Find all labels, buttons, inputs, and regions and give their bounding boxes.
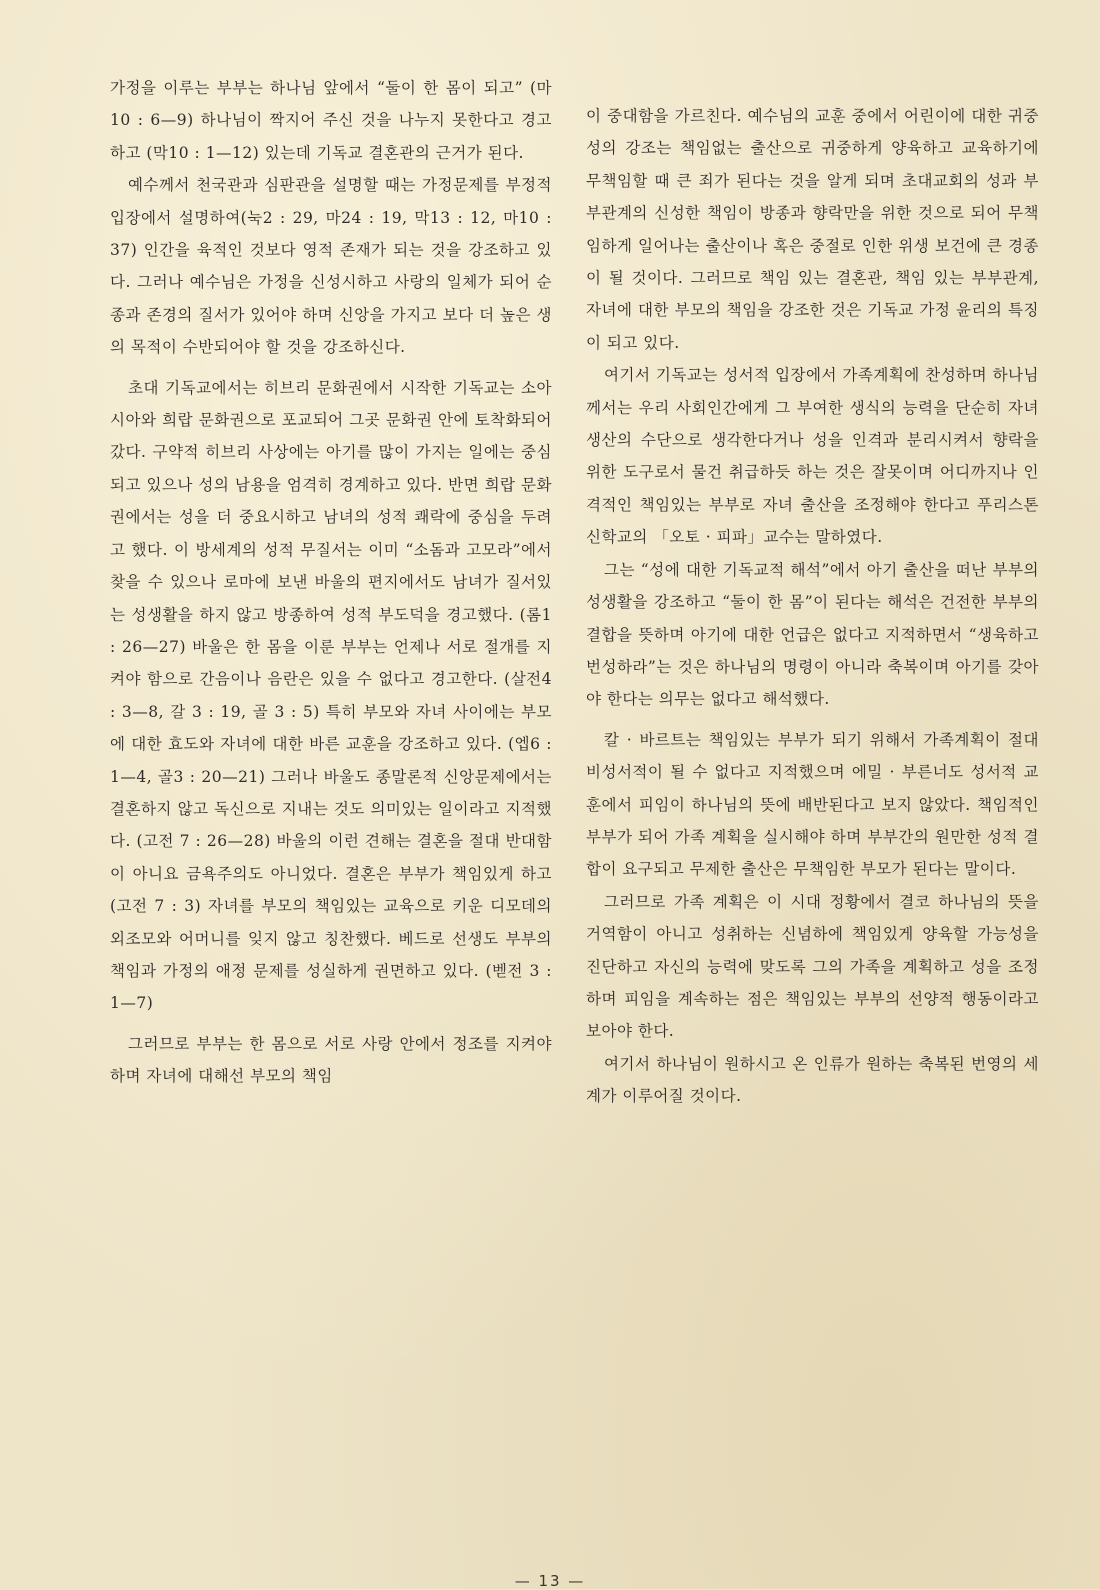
left-paragraph-2: 예수께서 천국관과 심판관을 설명할 때는 가정문제를 부정적 입장에서 설명하여(눅2 : 29, 마24 : 19, 막13 : 12, 마10 : 37) 인간을 육적인 것보다 영적 존재가 되는 것을 강조하고 있다. 그러나 예수님은 가정을 신성시하고 사랑의 일체가 되어 순종과 존경의 질서가 있어야 하며 신앙을 가지고 보다 더 높은 생의 목적이 수반되어야 할 것을 강조하신다. [110, 176, 552, 357]
right-paragraph-5: 그러므로 가족 계획은 이 시대 정황에서 결코 하나님의 뜻을 거역함이 아니고 성취하는 신념하에 책임있게 양육할 가능성을 진단하고 자신의 능력에 맞도록 그의 가족을 계획하고 성을 조정하며 피임을 계속하는 점은 책임있는 부부의 선양적 행동이라고 보아야 한다. [586, 892, 1039, 1041]
page-number: — 13 — [514, 1572, 586, 1590]
left-paragraph-4: 그러므로 부부는 한 몸으로 서로 사랑 안에서 정조를 지켜야 하며 자녀에 대해선 부모의 책임 [110, 1034, 552, 1086]
right-paragraph-3: 그는 “성에 대한 기독교적 해석”에서 아기 출산을 떠난 부부의 성생활을 강조하고 “둘이 한 몸”이 된다는 해석은 건전한 부부의 결합을 뜻하며 아기에 대한 언급은 없다고 지적하면서 “생육하고 번성하라”는 것은 하나님의 명령이 아니라 축복이며 아기를 갖아야 한다는 의무는 없다고 해석했다. [586, 560, 1039, 709]
left-paragraph-3: 초대 기독교에서는 히브리 문화권에서 시작한 기독교는 소아시아와 희랍 문화권으로 포교되어 그곳 문화권 안에 토착화되어 갔다. 구약적 히브리 사상에는 아기를 많이 가지는 일에는 중심되고 있으나 성의 남용을 엄격히 경계하고 있다. 반면 희랍 문화권에서는 성을 더 중요시하고 남녀의 성적 쾌락에 중심을 두려고 했다. 이 방세계의 성적 무질서는 이미 “소돔과 고모라”에서 찾을 수 있으나 로마에 보낸 바울의 편지에서도 남녀가 질서있는 성생활을 하지 않고 방종하여 성적 부도덕을 경고했다. (롬1 : 26—27) 바울은 한 몸을 이룬 부부는 언제나 서로 절개를 지켜야 함으로 간음이나 음란은 있을 수 없다고 경고한다. (살전4 : 3—8, 갈 3 : 19, 골 3 : 5) 특히 부모와 자녀 사이에는 부모에 대한 효도와 자녀에 대한 바른 교훈을 강조하고 있다. (엡6 : 1—4, 골3 : 20—21) 그러나 바울도 종말론적 신앙문제에서는 결혼하지 않고 독신으로 지내는 것도 의미있는 일이라고 지적했다. (고전 7 : 26—28) 바울의 이런 견해는 결혼을 절대 반대함이 아니요 금욕주의도 아니었다. 결혼은 부부가 책임있게 하고 (고전 7 : 3) 자녀를 부모의 책임있는 교육으로 키운 디모데의 외조모와 어머니를 잊지 않고 칭찬했다. 베드로 선생도 부부의 책임과 가정의 애정 문제를 성실하게 권면하고 있다. (벧전 3 : 1—7) [110, 378, 552, 1013]
right-paragraph-2: 여기서 기독교는 성서적 입장에서 가족계획에 찬성하며 하나님께서는 우리 사회인간에게 그 부여한 생식의 능력을 단순히 자녀 생산의 수단으로 생각한다거나 성을 인격과 분리시켜서 향락을 위한 도구로서 물건 취급하듯 하는 것은 잘못이며 어디까지나 인격적인 책임있는 부부로 자녀 출산을 조정해야 한다고 푸리스톤 신학교의 「오토 · 피파」교수는 말하였다. [586, 366, 1039, 547]
left-column [110, 72, 552, 1093]
right-paragraph-6: 여기서 하나님이 원하시고 온 인류가 원하는 축복된 번영의 세계가 이루어질 것이다. [586, 1054, 1039, 1106]
left-paragraph-1: 가정을 이루는 부부는 하나님 앞에서 “둘이 한 몸이 되고” (마10 : 6—9) 하나님이 짝지어 주신 것을 나누지 못한다고 경고하고 (막10 : 1—12) 있는데 기독교 결혼관의 근거가 된다. [110, 79, 552, 162]
right-column [586, 100, 1039, 1113]
right-paragraph-4: 칼 · 바르트는 책임있는 부부가 되기 위해서 가족계획이 절대 비성서적이 될 수 없다고 지적했으며 에밀 · 부른너도 성서적 교훈에서 피임이 하나님의 뜻에 배반된다고 보지 않았다. 책임적인 부부가 되어 가족 계획을 실시해야 하며 부부간의 원만한 성적 결합이 요구되고 무제한 출산은 무책임한 부모가 된다는 말이다. [586, 730, 1039, 879]
right-paragraph-1: 이 중대함을 가르친다. 예수님의 교훈 중에서 어린이에 대한 귀중성의 강조는 책임없는 출산으로 귀중하게 양육하고 교육하기에 무책임할 때 큰 죄가 된다는 것을 알게 되며 초대교회의 성과 부부관계의 신성한 책임이 방종과 향락만을 위한 것으로 되어 무책임하게 일어나는 출산이나 혹은 중절로 인한 위생 보건에 큰 경종이 될 것이다. 그러므로 책임 있는 결혼관, 책임 있는 부부관계, 자녀에 대한 부모의 책임을 강조한 것은 기독교 가정 윤리의 특징이 되고 있다. [586, 107, 1039, 352]
